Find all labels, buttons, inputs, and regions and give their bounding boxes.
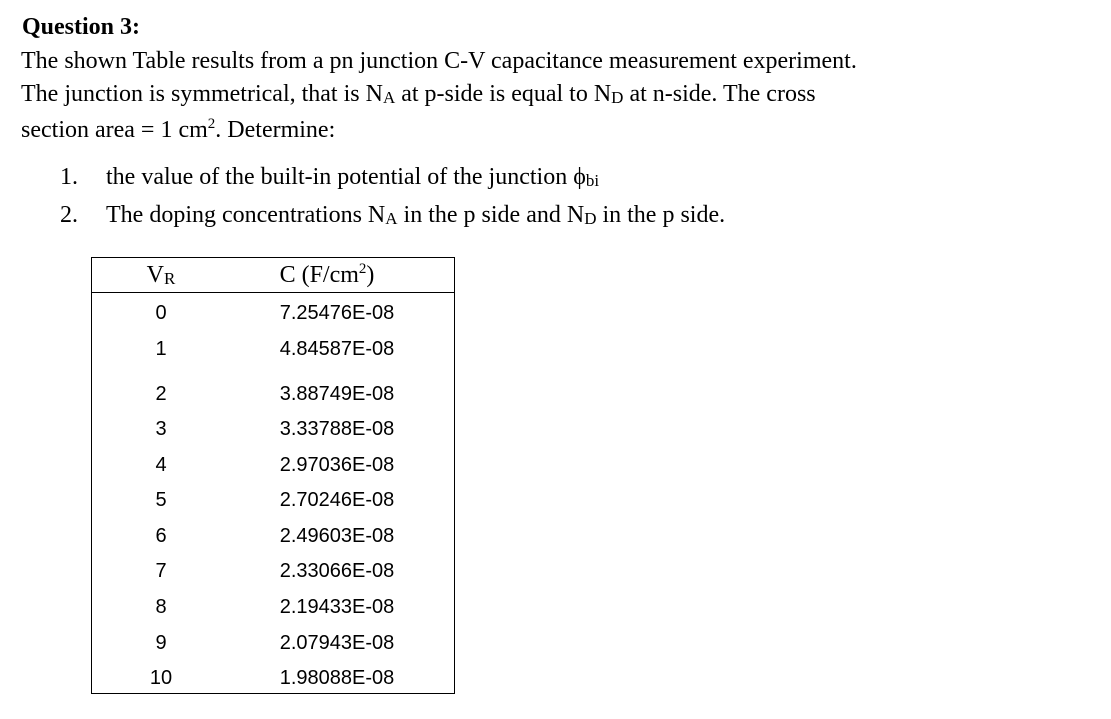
superscript-2: 2 (358, 261, 367, 277)
task-text: the value of the built-in potential of the junction (106, 164, 574, 190)
cell-capacitance: 3.33788E-08 (279, 418, 395, 440)
cv-data-table (91, 257, 455, 694)
question-statement (21, 45, 1081, 147)
task-text: in the p side and N (397, 202, 585, 228)
statement-text: at n-side. The cross (623, 81, 816, 107)
table-row (92, 414, 454, 444)
header-capacitance (232, 258, 422, 292)
cell-vr: 2 (155, 383, 167, 405)
cell-capacitance: 2.07943E-08 (279, 632, 395, 654)
table-row (92, 521, 454, 551)
cell-capacitance: 4.84587E-08 (279, 338, 395, 360)
cell-vr: 7 (155, 560, 167, 582)
task-number: 1. (60, 164, 78, 190)
table-row (92, 450, 454, 480)
task-list (60, 160, 725, 236)
statement-text: at p-side is equal to N (395, 81, 612, 107)
statement-text: The junction is symmetrical, that is N (21, 81, 383, 107)
statement-text: The shown Table results from a pn junction C-V capacitance measurement experiment. (21, 48, 857, 74)
cell-vr: 8 (155, 596, 167, 618)
table-row (92, 379, 454, 409)
cell-vr: 10 (149, 667, 173, 689)
cell-vr: 3 (155, 418, 167, 440)
subscript-a: A (385, 209, 398, 228)
table-row (92, 298, 454, 328)
cell-capacitance: 2.33066E-08 (279, 560, 395, 582)
cell-capacitance: 2.49603E-08 (279, 525, 395, 547)
subscript-bi: bi (585, 171, 600, 190)
statement-line-3 (21, 114, 1081, 147)
header-vr-text: V (146, 262, 164, 288)
statement-line-2 (21, 78, 1081, 114)
phi-symbol: ϕ (573, 164, 586, 190)
table-header (92, 258, 454, 293)
header-c-text: C (F/cm (279, 262, 359, 288)
cell-capacitance: 2.19433E-08 (279, 596, 395, 618)
table-row (92, 628, 454, 658)
header-vr (92, 258, 230, 296)
cell-capacitance: 2.70246E-08 (279, 489, 395, 511)
subscript-a: A (382, 88, 396, 107)
table-row (92, 663, 454, 693)
statement-text: . Determine: (215, 117, 336, 143)
table-row (92, 556, 454, 586)
table-row (92, 592, 454, 622)
task-number: 2. (60, 202, 78, 228)
cell-capacitance: 3.88749E-08 (279, 383, 395, 405)
task-item-2 (60, 198, 725, 236)
cell-capacitance: 2.97036E-08 (279, 454, 395, 476)
cell-capacitance: 1.98088E-08 (279, 667, 395, 689)
cell-vr: 6 (155, 525, 167, 547)
statement-text: section area = 1 cm (21, 117, 208, 143)
cell-vr: 4 (155, 454, 167, 476)
table-row (92, 334, 454, 364)
cell-vr: 1 (155, 338, 167, 360)
table-row (92, 485, 454, 515)
subscript-r: R (164, 269, 176, 288)
cell-vr: 9 (155, 632, 167, 654)
statement-line-1 (21, 45, 1081, 78)
subscript-d: D (584, 209, 597, 228)
question-title: Question 3: (22, 14, 141, 40)
task-item-1 (60, 160, 725, 198)
cell-capacitance: 7.25476E-08 (279, 302, 395, 324)
cell-vr: 0 (155, 302, 167, 324)
superscript-2: 2 (207, 116, 216, 132)
task-text: in the p side. (596, 202, 726, 228)
header-c-text: ) (366, 262, 375, 288)
cell-vr: 5 (155, 489, 167, 511)
subscript-d: D (611, 88, 624, 107)
task-text: The doping concentrations N (106, 202, 386, 228)
